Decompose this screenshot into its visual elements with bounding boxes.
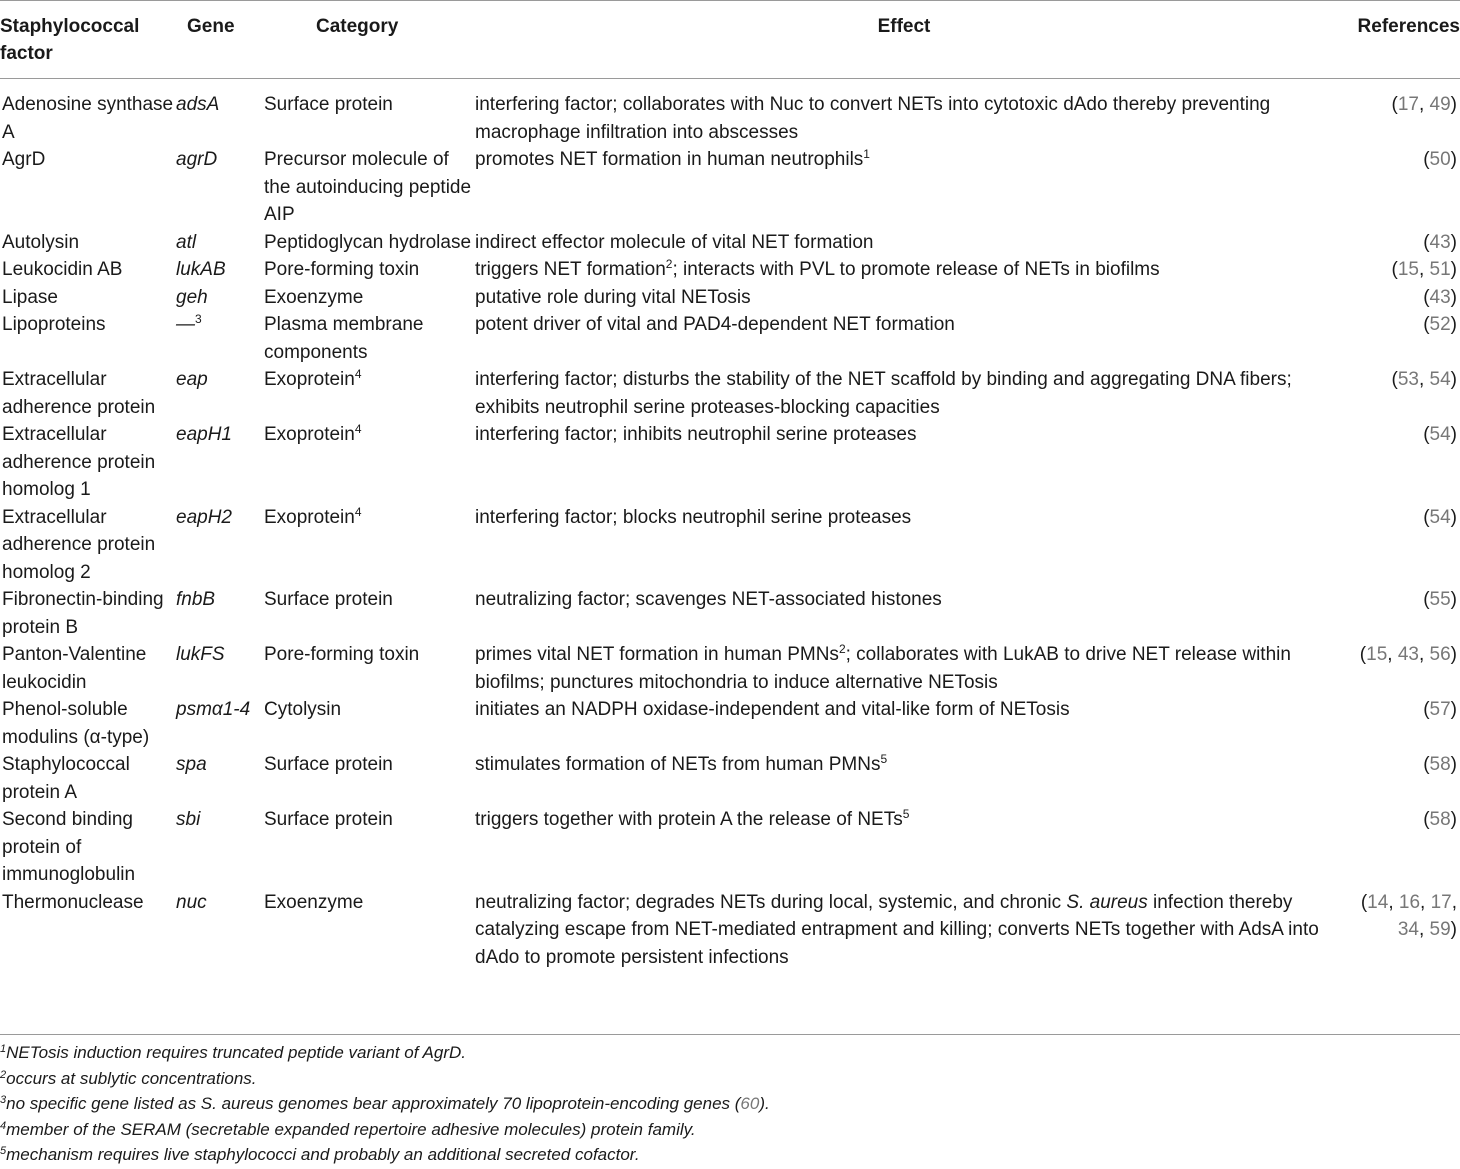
cell-factor: Autolysin bbox=[2, 231, 80, 253]
reference-link[interactable]: 59 bbox=[1429, 919, 1451, 940]
cell-references: (43) bbox=[1423, 286, 1457, 308]
cell-gene: fnbB bbox=[176, 589, 216, 610]
cell-factor: Lipoproteins bbox=[2, 314, 106, 335]
cell-references: (58) bbox=[1423, 809, 1457, 830]
cell-references: (54) bbox=[1423, 506, 1457, 528]
cell-factor: Second binding protein of immunoglobulin bbox=[2, 809, 136, 885]
footnote: $^1$NETosis induction requires truncated peptide variant of AgrD. bbox=[0, 1043, 467, 1062]
cell-references: (52) bbox=[1423, 314, 1457, 335]
cell-effect: indirect effector molecule of vital NET formation bbox=[475, 231, 874, 253]
cell-effect: promotes NET formation in human neutrophils$^1$ bbox=[475, 147, 870, 170]
table-row bbox=[0, 696, 1460, 751]
table-row bbox=[0, 366, 1460, 421]
cell-references: (57) bbox=[1423, 699, 1457, 720]
footnote-number: 4 bbox=[0, 1119, 7, 1132]
reference-link[interactable]: 17 bbox=[1397, 94, 1419, 115]
cell-category: Cytolysin bbox=[264, 699, 342, 720]
cell-category: Exoenzyme bbox=[264, 891, 364, 913]
reference-link[interactable]: 54 bbox=[1429, 369, 1451, 390]
cell-category: Plasma membrane components bbox=[264, 314, 424, 363]
species-name: S. aureus bbox=[1066, 891, 1148, 913]
reference-link[interactable]: 16 bbox=[1398, 891, 1421, 913]
cell-references: (54) bbox=[1423, 424, 1457, 445]
cell-factor: Extracellular adherence protein homolog 1 bbox=[2, 424, 156, 500]
cell-gene: eapH1 bbox=[176, 424, 232, 445]
cell-category: Exoprotein$^4$ bbox=[264, 367, 362, 390]
footnote-number: 2 bbox=[0, 1068, 7, 1081]
reference-link[interactable]: 43 bbox=[1429, 231, 1451, 253]
cell-gene: agrD bbox=[176, 149, 218, 170]
cell-category: Exoprotein$^4$ bbox=[264, 504, 362, 528]
table-header bbox=[0, 1, 1460, 79]
header-effect: Effect bbox=[475, 1, 1333, 79]
table-row bbox=[0, 806, 1460, 889]
table-row bbox=[0, 421, 1460, 504]
reference-link[interactable]: 14 bbox=[1367, 891, 1389, 913]
reference-link[interactable]: 53 bbox=[1397, 369, 1419, 390]
footnote-marker: 4 bbox=[354, 422, 362, 436]
reference-link[interactable]: 56 bbox=[1429, 644, 1451, 665]
cell-effect: interfering factor; disturbs the stability of the NET scaffold by binding and aggregating DNA fibers; exhibits neutrophil serine proteases-blocking capacities bbox=[475, 369, 1292, 418]
reference-link[interactable]: 57 bbox=[1429, 699, 1451, 720]
cell-effect: putative role during vital NETosis bbox=[475, 286, 751, 308]
table-bottom-rule bbox=[0, 1034, 1460, 1035]
cell-category: Surface protein bbox=[264, 589, 393, 610]
table-body bbox=[0, 79, 1460, 973]
cell-references: (15, 43, 56) bbox=[1359, 644, 1457, 665]
footnote-marker: 5 bbox=[880, 752, 888, 766]
cell-gene: psmα1-4 bbox=[176, 699, 251, 720]
cell-factor: AgrD bbox=[2, 149, 46, 170]
cell-gene: lukAB bbox=[176, 259, 226, 280]
reference-link[interactable]: 43 bbox=[1429, 286, 1451, 308]
cell-effect: stimulates formation of NETs from human PMNs$^5$ bbox=[475, 752, 888, 775]
cell-gene: sbi bbox=[176, 809, 201, 830]
cell-gene: —$^3$ bbox=[176, 312, 202, 335]
footnote-marker: 3 bbox=[195, 312, 202, 326]
cell-factor: Phenol-soluble modulins (α-type) bbox=[2, 699, 150, 748]
table-row bbox=[0, 79, 1460, 147]
reference-link[interactable]: 49 bbox=[1429, 94, 1451, 115]
cell-references: (50) bbox=[1423, 149, 1457, 170]
cell-references: (53, 54) bbox=[1391, 369, 1457, 390]
cell-category: Surface protein bbox=[264, 754, 393, 775]
cell-effect: neutralizing factor; degrades NETs during local, systemic, and chronic S. aureus infection thereby catalyzing escape from NET-mediated entrapment and killing; converts NETs together with AdsA into dAdo to promote persistent infections bbox=[475, 891, 1319, 968]
footnote: $^2$occurs at sublytic concentrations. bbox=[0, 1068, 257, 1088]
reference-link[interactable]: 50 bbox=[1429, 149, 1451, 170]
footnote-marker: 4 bbox=[354, 367, 362, 381]
table-row bbox=[0, 586, 1460, 641]
footnote: $^4$member of the SERAM (secretable expanded repertoire adhesive molecules) protein family. bbox=[0, 1119, 696, 1139]
footnote: $^3$no specific gene listed as S. aureus genomes bear approximately 70 lipoprotein-encoding genes (60). bbox=[0, 1094, 770, 1113]
cell-references: (55) bbox=[1423, 589, 1457, 610]
cell-references: (58) bbox=[1423, 754, 1457, 775]
cell-gene: eapH2 bbox=[176, 506, 232, 528]
header-factor: Staphylococcal factor bbox=[0, 1, 176, 79]
cell-category: Peptidoglycan hydrolase bbox=[264, 231, 472, 253]
footnote-number: 5 bbox=[0, 1145, 7, 1157]
cell-references: (17, 49) bbox=[1391, 94, 1457, 115]
cell-category: Exoenzyme bbox=[264, 286, 364, 308]
table-row bbox=[0, 311, 1460, 366]
cell-factor: Leukocidin AB bbox=[2, 259, 123, 280]
cell-factor: Extracellular adherence protein bbox=[2, 369, 156, 418]
cell-factor: Panton-Valentine leukocidin bbox=[2, 644, 147, 693]
cell-factor: Fibronectin-binding protein B bbox=[2, 589, 164, 638]
cell-gene: atl bbox=[176, 231, 197, 253]
cell-effect: triggers together with protein A the release of NETs$^5$ bbox=[475, 807, 910, 830]
reference-link[interactable]: 54 bbox=[1429, 424, 1451, 445]
cell-category: Surface protein bbox=[264, 809, 393, 830]
footnote-marker: 5 bbox=[902, 807, 910, 821]
reference-link[interactable]: 15 bbox=[1366, 644, 1388, 665]
cell-factor: Thermonuclease bbox=[2, 891, 144, 913]
cell-gene: eap bbox=[176, 369, 208, 390]
cell-references: (15, 51) bbox=[1391, 259, 1457, 280]
cell-effect: potent driver of vital and PAD4-dependent NET formation bbox=[475, 314, 955, 335]
reference-link[interactable]: 43 bbox=[1397, 644, 1419, 665]
footnote-marker: 2 bbox=[838, 642, 846, 656]
footnotes bbox=[0, 1040, 1460, 1168]
footnote-marker: 4 bbox=[354, 504, 362, 519]
reference-link[interactable]: 34 bbox=[1397, 919, 1419, 940]
table-row bbox=[0, 641, 1460, 696]
cell-references: (43) bbox=[1423, 231, 1457, 253]
cell-factor: Staphylococcal protein A bbox=[2, 754, 130, 803]
cell-gene: adsA bbox=[176, 94, 220, 115]
cell-category: Pore-forming toxin bbox=[264, 259, 420, 280]
footnote-marker: 1 bbox=[863, 147, 870, 161]
reference-link[interactable]: 15 bbox=[1397, 259, 1419, 280]
cell-gene: geh bbox=[176, 286, 208, 308]
header-references: References bbox=[1333, 1, 1460, 79]
cell-category: Surface protein bbox=[264, 94, 393, 115]
footnote: $^5$mechanism requires live staphylococci and probably an additional secreted cofactor. bbox=[0, 1145, 640, 1164]
cell-effect: neutralizing factor; scavenges NET-associated histones bbox=[475, 589, 942, 610]
table-row bbox=[0, 751, 1460, 806]
cell-factor: Adenosine synthase A bbox=[2, 94, 174, 143]
cell-effect: initiates an NADPH oxidase-independent and vital-like form of NETosis bbox=[475, 699, 1070, 720]
cell-factor: Extracellular adherence protein homolog 2 bbox=[2, 506, 156, 583]
footnote-marker: 2 bbox=[665, 257, 673, 271]
header-category: Category bbox=[264, 1, 475, 79]
reference-link[interactable]: 60 bbox=[740, 1094, 760, 1113]
cell-effect: interfering factor; inhibits neutrophil serine proteases bbox=[475, 424, 917, 445]
cell-effect: interfering factor; collaborates with Nuc to convert NETs into cytotoxic dAdo thereby preventing macrophage infiltration into abscesses bbox=[475, 94, 1271, 143]
table-row bbox=[0, 504, 1460, 587]
table-row bbox=[0, 146, 1460, 229]
reference-link[interactable]: 51 bbox=[1429, 259, 1451, 280]
cell-gene: spa bbox=[176, 754, 207, 775]
table-row bbox=[0, 229, 1460, 257]
cell-gene: nuc bbox=[176, 891, 207, 913]
cell-category: Precursor molecule of the autoinducing peptide AIP bbox=[264, 149, 472, 225]
table-row bbox=[0, 256, 1460, 284]
cell-references: (14, 16, 17, 34, 59) bbox=[1360, 891, 1457, 940]
cell-category: Pore-forming toxin bbox=[264, 644, 420, 665]
footnote-number: 1 bbox=[0, 1043, 7, 1055]
cell-factor: Lipase bbox=[2, 286, 58, 308]
footnote-number: 3 bbox=[0, 1094, 7, 1106]
reference-link[interactable]: 52 bbox=[1429, 314, 1451, 335]
cell-effect: primes vital NET formation in human PMNs$^2$; collaborates with LukAB to drive NET release within biofilms; punctures mitochondria to induce alternative NETosis bbox=[475, 642, 1291, 693]
cell-effect: interfering factor; blocks neutrophil serine proteases bbox=[475, 506, 912, 528]
reference-link[interactable]: 58 bbox=[1429, 754, 1451, 775]
header-gene: Gene bbox=[176, 1, 264, 79]
table-row bbox=[0, 889, 1460, 973]
cell-effect: triggers NET formation$^2$; interacts with PVL to promote release of NETs in biofilms bbox=[475, 257, 1160, 280]
cell-gene: lukFS bbox=[176, 644, 225, 665]
reference-link[interactable]: 55 bbox=[1429, 589, 1451, 610]
reference-link[interactable]: 58 bbox=[1429, 809, 1451, 830]
reference-link[interactable]: 17 bbox=[1430, 891, 1452, 913]
table-row bbox=[0, 284, 1460, 312]
reference-link[interactable]: 54 bbox=[1429, 506, 1451, 528]
cell-category: Exoprotein$^4$ bbox=[264, 422, 362, 445]
